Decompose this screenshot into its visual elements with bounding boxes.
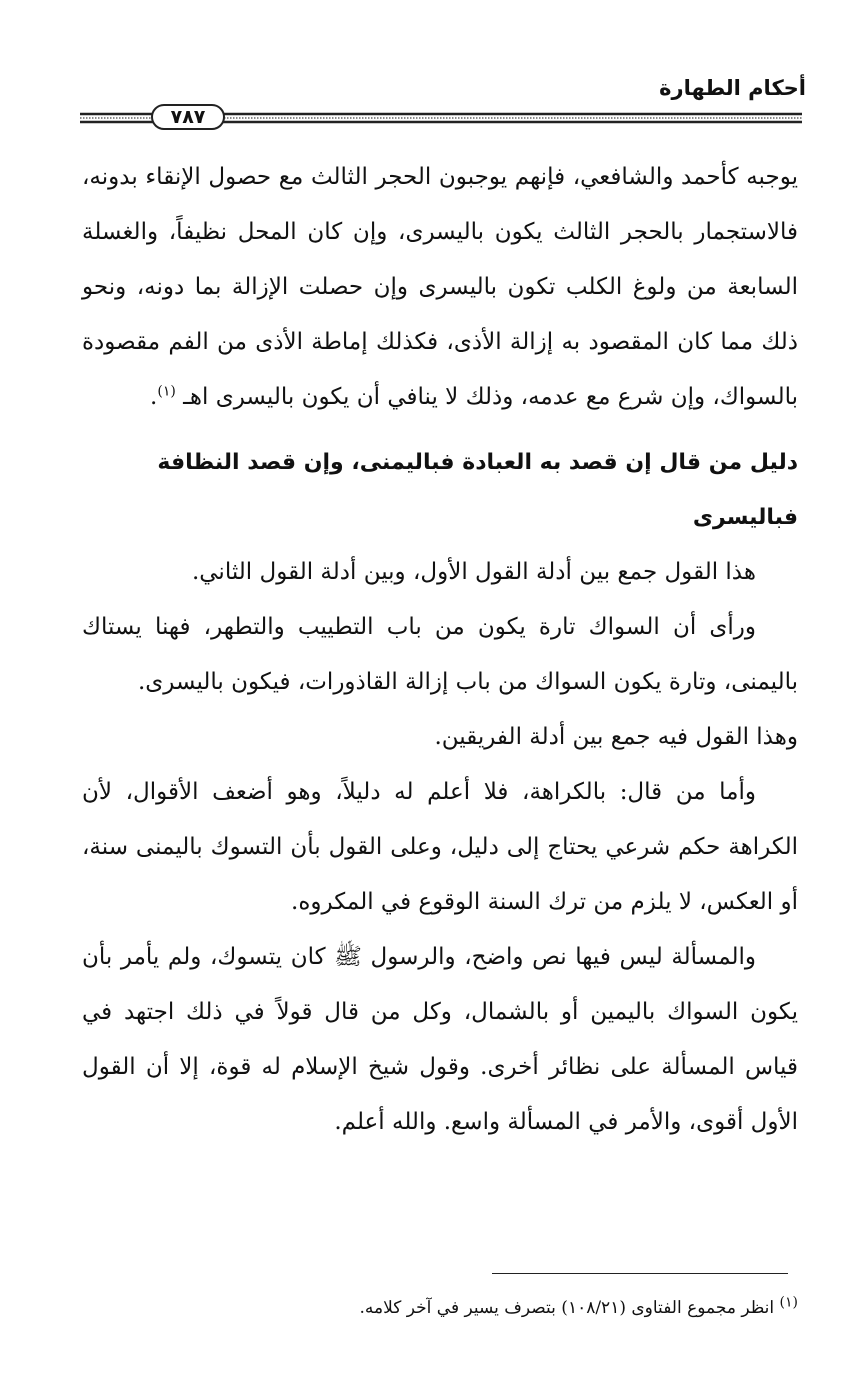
section-heading: دليل من قال إن قصد به العبادة فباليمنى، وإن قصد النظافة فباليسرى [157, 450, 798, 530]
paragraph-text: يوجبه كأحمد والشافعي، فإنهم يوجبون الحجر الثالث مع حصول الإنقاء بدونه، فالاستجمار بالحجر الثالث يكون باليسرى، وإن كان المحل نظيفاً، والغسلة السابعة من ولوغ الكلب تكون باليسرى وإن حصلت الإزالة بما دونه، ونحو ذلك مما كان المقصود به إزالة الأذى، فكذلك إماطة الأذى من الفم مقصودة بالسواك، وإن شرع مع عدمه، وذلك لا ينافي أن يكون باليسرى اهـ [82, 164, 798, 410]
footnote-separator [492, 1273, 788, 1274]
paragraph: وهذا القول فيه جمع بين أدلة الفريقين. [434, 724, 798, 750]
paragraph: والمسألة ليس فيها نص واضح، والرسول ﷺ كان يتسوك، ولم يأمر بأن يكون السواك باليمين أو بالشمال، وكل من قال قولاً في ذلك اجتهد في قياس المسألة على نظائر أخرى. وقول شيخ الإسلام له قوة، إلا أن القول الأول أقوى، والأمر في المسألة واسع. والله أعلم. [82, 944, 798, 1135]
sentence-end: . [150, 384, 158, 410]
footnote-marker: (١) [779, 1294, 798, 1311]
footnote-text: انظر مجموع الفتاوى (١٠٨/٢١) بتصرف يسير في آخر كلامه. [359, 1298, 775, 1318]
paragraph: وأما من قال: بالكراهة، فلا أعلم له دليلاً، وهو أضعف الأقوال، لأن الكراهة حكم شرعي يحتاج إلى دليل، وعلى القول بأن التسوك باليمنى سنة، أو العكس، لا يلزم من ترك السنة الوقوع في المكروه. [82, 779, 798, 915]
header-rule [80, 104, 802, 132]
paragraph: هذا القول جمع بين أدلة القول الأول، وبين أدلة القول الثاني. [191, 559, 756, 585]
paragraph: ورأى أن السواك تارة يكون من باب التطييب والتطهر، فهنا يستاك باليمنى، وتارة يكون السواك من باب إزالة القاذورات، فيكون باليسرى. [82, 614, 798, 695]
paragraph-continuation [82, 150, 798, 425]
footnote-reference: (١) [157, 383, 176, 400]
footnote [82, 1294, 798, 1322]
page-number: ٧٨٧ [170, 106, 206, 128]
running-header-title: أحكام الطهارة [659, 76, 806, 100]
page-body [82, 150, 798, 1150]
